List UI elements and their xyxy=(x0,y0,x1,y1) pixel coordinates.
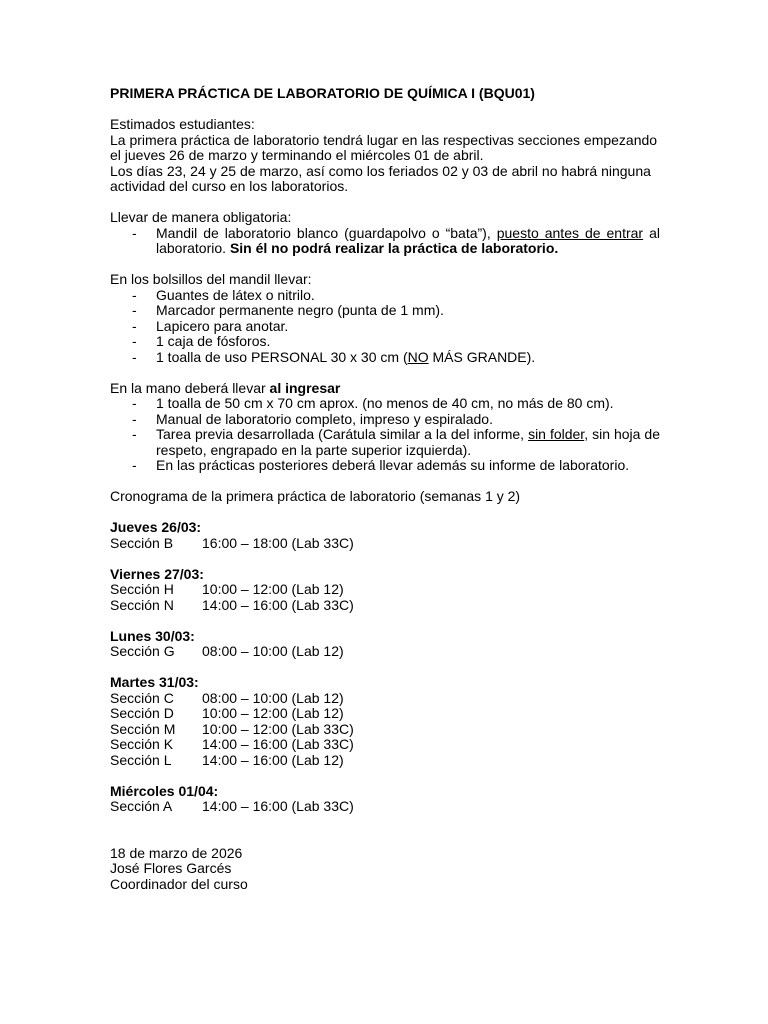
signature-role: Coordinador del curso xyxy=(110,875,248,892)
schedule-row: Sección D 10:00 – 12:00 (Lab 12) xyxy=(110,705,344,721)
schedule-day xyxy=(110,567,660,614)
document-body xyxy=(110,86,660,892)
hand-list xyxy=(110,396,660,474)
list-item: - En las prácticas posteriores deberá llevar además su informe de laboratorio. xyxy=(132,457,630,473)
schedule-row: Sección K 14:00 – 16:00 (Lab 33C) xyxy=(110,736,354,752)
schedule-day-label: Viernes 27/03: xyxy=(110,565,204,582)
intro-paragraph-1: La primera práctica de laboratorio tendrá lugar en las respectivas secciones empezando el jueves 26 de marzo y terminando el miércoles 01 de abril. xyxy=(110,131,658,163)
hand-heading: En la mano deberá llevar al ingresar xyxy=(110,379,341,396)
mandatory-heading: Llevar de manera obligatoria: xyxy=(110,209,292,225)
schedule-row: Sección M 10:00 – 12:00 (Lab 33C) xyxy=(110,720,354,737)
schedule-day-label: Miércoles 01/04: xyxy=(110,782,219,799)
schedule-day xyxy=(110,675,660,768)
list-item: - Tarea previa desarrollada (Carátula similar a la del informe, sin folder, sin hoja de respeto, engrapado en la parte superior izquierda). xyxy=(132,426,660,458)
list-item: - Mandil de laboratorio blanco (guardapolvo o “bata”), puesto antes de entrar al laboratorio. Sin él no podrá realizar la práctica de laboratorio. xyxy=(132,224,660,256)
schedule-day-label: Martes 31/03: xyxy=(110,674,199,690)
greeting: Estimados estudiantes: xyxy=(110,116,255,132)
schedule-day xyxy=(110,784,660,815)
schedule-day-label: Jueves 26/03: xyxy=(110,519,202,535)
list-item: - 1 toalla de uso PERSONAL 30 x 30 cm (NO MÁS GRANDE). xyxy=(132,348,536,365)
list-item: - Marcador permanente negro (punta de 1 mm). xyxy=(132,302,444,318)
intro-paragraph-2: Los días 23, 24 y 25 de marzo, así como los feriados 02 y 03 de abril no habrá ninguna actividad del curso en los laboratorios. xyxy=(110,162,651,194)
signature-block xyxy=(110,846,660,893)
list-item: - Lapicero para anotar. xyxy=(132,317,289,334)
list-item: - Manual de laboratorio completo, impreso y espiralado. xyxy=(132,410,493,427)
schedule-day xyxy=(110,629,660,660)
mandatory-list xyxy=(110,226,660,257)
pockets-heading: En los bolsillos del mandil llevar: xyxy=(110,271,312,287)
list-item: - 1 caja de fósforos. xyxy=(132,333,271,349)
schedule-row: Sección A 14:00 – 16:00 (Lab 33C) xyxy=(110,798,354,814)
schedule-row: Sección B 16:00 – 18:00 (Lab 33C) xyxy=(110,534,354,551)
schedule-row: Sección C 08:00 – 10:00 (Lab 12) xyxy=(110,689,344,706)
list-item: - 1 toalla de 50 cm x 70 cm aprox. (no menos de 40 cm, no más de 80 cm). xyxy=(132,395,614,411)
signature-date: 18 de marzo de 2026 xyxy=(110,844,243,861)
schedule-day xyxy=(110,520,660,551)
document-title: PRIMERA PRÁCTICA DE LABORATORIO DE QUÍMICA I (BQU01) xyxy=(110,85,535,101)
signature-name: José Flores Garcés xyxy=(110,860,232,876)
pockets-list xyxy=(110,288,660,366)
schedule-row: Sección H 10:00 – 12:00 (Lab 12) xyxy=(110,581,344,597)
schedule-row: Sección N 14:00 – 16:00 (Lab 33C) xyxy=(110,596,354,613)
schedule-row: Sección G 08:00 – 10:00 (Lab 12) xyxy=(110,643,344,659)
schedule-heading: Cronograma de la primera práctica de laboratorio (semanas 1 y 2) xyxy=(110,488,521,504)
schedule-day-label: Lunes 30/03: xyxy=(110,627,195,644)
schedule-row: Sección L 14:00 – 16:00 (Lab 12) xyxy=(110,751,344,768)
list-item: - Guantes de látex o nitrilo. xyxy=(132,286,315,303)
